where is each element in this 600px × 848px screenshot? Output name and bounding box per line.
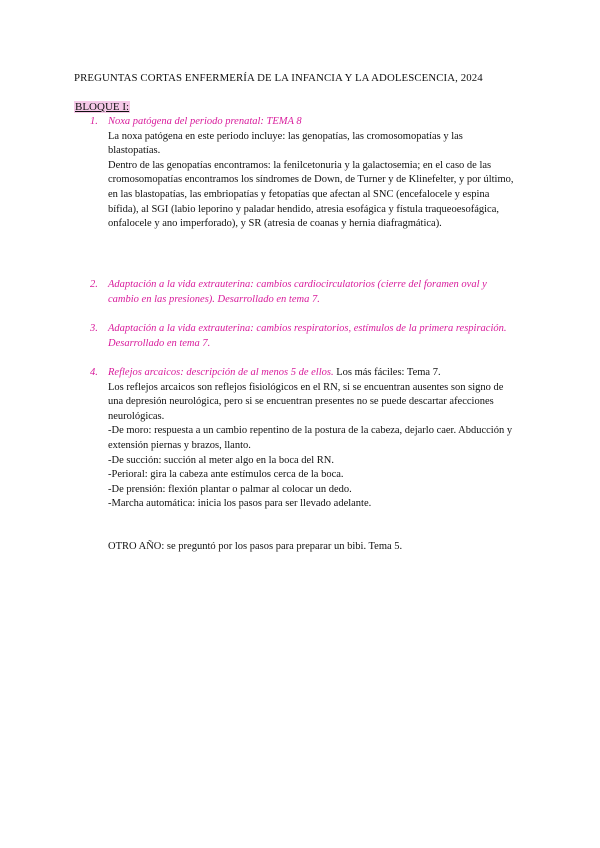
block-heading: BLOQUE I:	[75, 101, 130, 113]
item-number: 3.	[90, 323, 98, 334]
answer-paragraph: La noxa patógena en este periodo incluye: las genopatías, las cromosomopatías y las blastopatías.	[108, 130, 463, 157]
document-title: PREGUNTAS CORTAS ENFERMERÍA DE LA INFANCIA Y LA ADOLESCENCIA, 2024	[74, 72, 483, 84]
question-text: Adaptación a la vida extrauterina: cambios respiratorios, estímulos de la primera respiración. Desarrollado en tema 7.	[108, 323, 507, 349]
question-text: Adaptación a la vida extrauterina: cambios cardiocirculatorios (cierre del foramen oval y cambio en las presiones). Desarrollado en tema 7.	[108, 279, 487, 305]
other-year-note: OTRO AÑO: se preguntó por los pasos para preparar un bibi. Tema 5.	[108, 541, 403, 552]
reflex-item: -Marcha automática: inicia los pasos para ser llevado adelante.	[108, 498, 372, 510]
question-item-3	[90, 322, 515, 351]
reflex-item: -De moro: respuesta a un cambio repentino de la postura de la cabeza, dejarlo caer. Abducción y extensión piernas y brazos, llanto.	[108, 425, 513, 451]
reflex-item: -De prensión: flexión plantar o palmar al colocar un dedo.	[108, 483, 352, 495]
question-text: Noxa patógena del periodo prenatal: TEMA 8	[108, 116, 302, 127]
item-number: 1.	[90, 116, 98, 127]
reflex-item: -Perioral: gira la cabeza ante estímulos cerca de la boca.	[108, 469, 344, 481]
reflex-item: -De succión: succión al meter algo en la boca del RN.	[108, 454, 334, 466]
answer-paragraph: Dentro de las genopatías encontramos: la fenilcetonuria y la galactosemia; en el caso de las cromosomopatías encontramos los síndromes de Down, de Turner y de Klinefelter, y por último, en las blastopatías, las embriopatías y fetopatías que afectan al SNC (encefalocele y espina bífida), al SGI (labio leporino y paladar hendido, atresia esofágica y fístula traqueoesofágica, onfalocele y ano imperforado), y SR (atresia de coanas y hernia diafragmática).	[108, 159, 514, 230]
item-number: 4.	[90, 367, 98, 378]
question-item-2	[90, 278, 515, 307]
question-text: Reflejos arcaicos: descripción de al menos 5 de ellos.	[108, 367, 334, 378]
item-number: 2.	[90, 279, 98, 290]
question-note: Los más fáciles: Tema 7.	[333, 367, 441, 378]
question-item-1	[90, 115, 515, 232]
question-item-4	[90, 366, 515, 512]
answer-paragraph: Los reflejos arcaicos son reflejos fisiológicos en el RN, si se encuentran ausentes son signo de una depresión neurológica, pero si se encuentran presentes no se puede descartar afecciones neurológicas.	[108, 381, 504, 422]
